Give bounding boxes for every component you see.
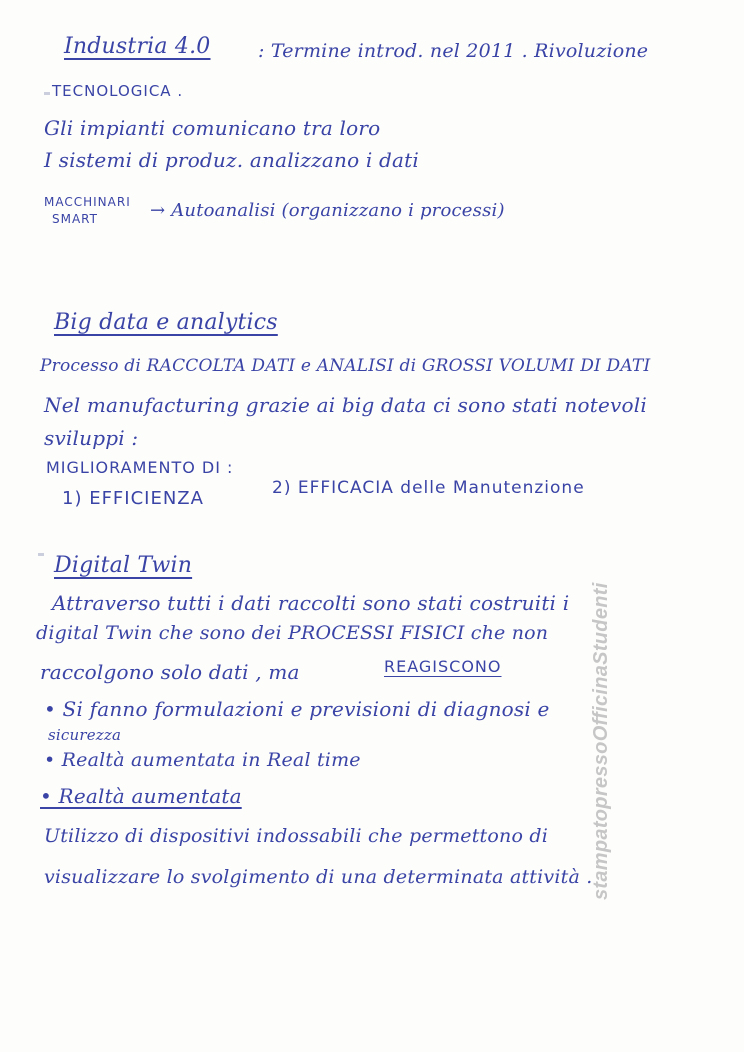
bigdata-line-4: MIGLIORAMENTO DI : <box>46 458 234 477</box>
scan-mark <box>44 92 50 95</box>
twin-line-3a: raccolgono solo dati , ma <box>40 660 300 684</box>
industria-line-1: Gli impianti comunicano tra loro <box>44 116 381 140</box>
macchinari-label: MACCHINARI <box>44 195 131 209</box>
twin-line-4: Utilizzo di dispositivi indossabili che permettono di <box>44 825 548 847</box>
smart-label: SMART <box>52 212 98 226</box>
twin-bullet-1: • Si fanno formulazioni e previsioni di diagnosi e <box>44 697 550 721</box>
twin-bullet-1-cont: sicurezza <box>48 726 122 744</box>
twin-line-2: digital Twin che sono dei PROCESSI FISICI che non <box>36 622 549 644</box>
twin-reagiscono: REAGISCONO <box>384 657 502 676</box>
industria-line-2: I sistemi di produz. analizzano i dati <box>44 148 419 172</box>
autoanalisi-text: → Autoanalisi (organizzano i processi) <box>150 200 505 221</box>
industria-intro-cont: TECNOLOGICA . <box>52 82 184 100</box>
bigdata-item-1: 1) EFFICIENZA <box>62 488 204 509</box>
bigdata-line-3: sviluppi : <box>44 426 139 450</box>
twin-bullet-3: • Realtà aumentata <box>40 784 242 808</box>
bigdata-line-1: Processo di RACCOLTA DATI e ANALISI di GROSSI VOLUMI DI DATI <box>40 356 651 376</box>
twin-bullet-2: • Realtà aumentata in Real time <box>44 749 361 771</box>
scan-mark <box>38 553 44 556</box>
twin-line-1: Attraverso tutti i dati raccolti sono stati costruiti i <box>52 591 570 615</box>
heading-industria: Industria 4.0 <box>64 34 211 59</box>
watermark: stampatopressoOfficinaStudenti <box>590 582 612 900</box>
twin-line-5: visualizzare lo svolgimento di una determinata attività . <box>44 866 593 888</box>
bigdata-line-2: Nel manufacturing grazie ai big data ci sono stati notevoli <box>44 393 647 417</box>
heading-twin: Digital Twin <box>54 553 193 578</box>
industria-intro: : Termine introd. nel 2011 . Rivoluzione <box>258 40 649 62</box>
bigdata-item-2: 2) EFFICACIA delle Manutenzione <box>272 478 585 498</box>
heading-bigdata: Big data e analytics <box>54 310 278 335</box>
